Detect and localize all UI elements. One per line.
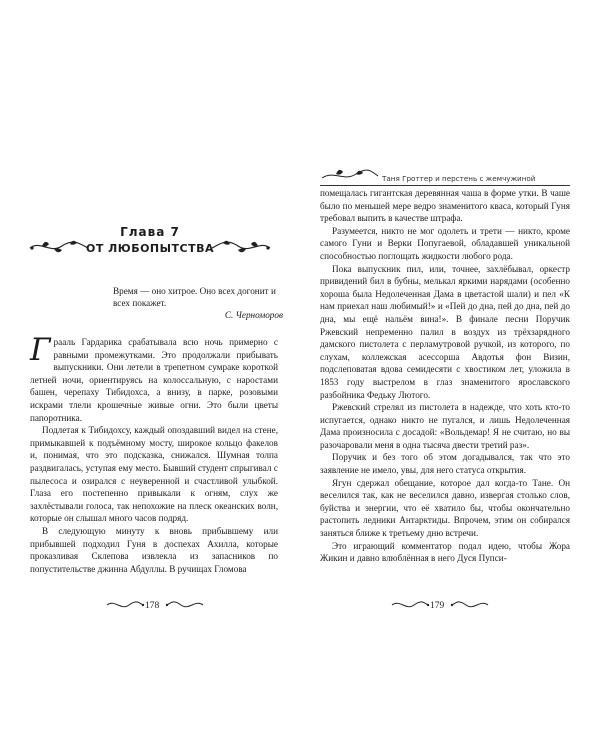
paragraph-7: Это играющий комментатор подал идею, чтобы Жора Жикин и давно влюблённая в него Дуся Пупси-: [320, 540, 570, 564]
chapter-number: Глава 7: [120, 225, 180, 239]
paragraph-1: помещалась гигантская деревянная чаша в форме утки. В чаше было по меньшей мере ведро знаменитого кваса, который Гуня требовал выпить в качестве штрафа.: [320, 188, 570, 224]
left-text-block: [30, 332, 278, 575]
running-head: Таня Гроттер и перстень с жемчужиной: [382, 174, 536, 183]
epigraph-author: С. Черноморов: [224, 310, 283, 320]
paragraph-2: Разумеется, никто не мог одолеть и трети — никто, кроме самого Гуни и Верки Попугаевой, обладавшей уникальной способностью поглощать жидкости любого рода.: [320, 225, 570, 261]
paragraph-2: Подлетая к Тибидохсу, каждый опоздавший видел на стене, примыкавшей к подъёмному мосту, широкое кольцо факелов и, понимая, что это подсказка, снижался. Шумная толпа раздвигалась, уступая ему место. Бывший студент спрыгивал с пылесоса и озирался с неуверенной и счастливой улыбкой. Глаза его постепенно привыкали к огням, слух же захлёстывали голоса, так непохожие на плеск океанских волн, которые он слышал много часов подряд.: [30, 425, 278, 524]
paragraph-4: Ржевский стрелял из пистолета в надежде, что хоть кто-то испугается, однако никто не пугался, и лишь Недолеченная Дама произносила с досадой: «Вольдемар! Я не считаю, но вы разочаровали меня в одна тысяча двести третий раз».: [320, 402, 570, 450]
page-flourish-left-icon: [390, 599, 430, 611]
epigraph-text: Время — оно хитрое. Оно всех догонит и всех покажет.: [113, 286, 276, 308]
right-text-block: [320, 187, 570, 565]
page-number-left: 178: [145, 601, 160, 611]
page-flourish-right-icon: [450, 599, 490, 611]
paragraph-6: Ягун сдержал обещание, которое дал когда-то Тане. Он веселился так, как не веселился давно, извергая столько слов, буйства и энергии, что её хватило бы, чтобы окончательно растопить ледники Антарктиды. Впрочем, этим он собирался заняться ближе к третьему дню встречи.: [320, 477, 570, 539]
paragraph-3: Пока выпускник пил, или, точнее, захлёбывал, оркестр привидений бил в бубны, мелькал яркими нарядами (особенно хороша была Недолеченная Дама в цветастой шали) и пел «К нам приехал наш любимый!» и «Пей до дна, пей до дна, пей до дна, мы ещё нальём вина!». В финале песни Поручик Ржевский непременно палил в воздух из трёхзарядного дамского пистолета с перламутровой ручкой, из которого, по слухам, коллежская асессорша Авдотья фон Визин, подслеповатая вдова семидесяти с хвостиком лет, уложила в 1853 году выстрелом в глаз знаменитого ярославского разбойника Федьку Лютого.: [320, 263, 570, 400]
paragraph-3: В следующую минуту к вновь прибывшему или прибывшей подходил Гуня в доспехах Ахилла, которые проказливая Склепова извлекла из запасников по попустительстве джинна Абдуллы. В ручищах Гломова: [30, 525, 278, 574]
chapter-title: ОТ ЛЮБОПЫТСТВА: [85, 242, 215, 255]
running-head-ornament-icon: [320, 164, 380, 184]
vine-ornament-right-icon: [210, 238, 272, 256]
page-number-right: 179: [430, 601, 445, 611]
running-head-rule: [320, 185, 570, 186]
right-page: [300, 0, 600, 750]
page-flourish-left-icon: [105, 599, 145, 611]
page-flourish-right-icon: [165, 599, 205, 611]
paragraph-1: Грааль Гардарика срабатывала всю ночь примерно с равными промежутками. Это продолжали прибывать выпускники. Они летели в трепетном сумраке короткой летней ночи, ориентируясь на колоссальную, с наростами башен, черепаху Тибидохса, а внизу, в парке, розовыми искрами тлели крошечные живые огни. Это были цветы папоротника.: [30, 332, 278, 423]
paragraph-5: Поручик и без того об этом догадывался, так что это заявление не имело, увы, для него статуса открытия.: [320, 452, 570, 476]
drop-cap: Г: [30, 332, 51, 368]
